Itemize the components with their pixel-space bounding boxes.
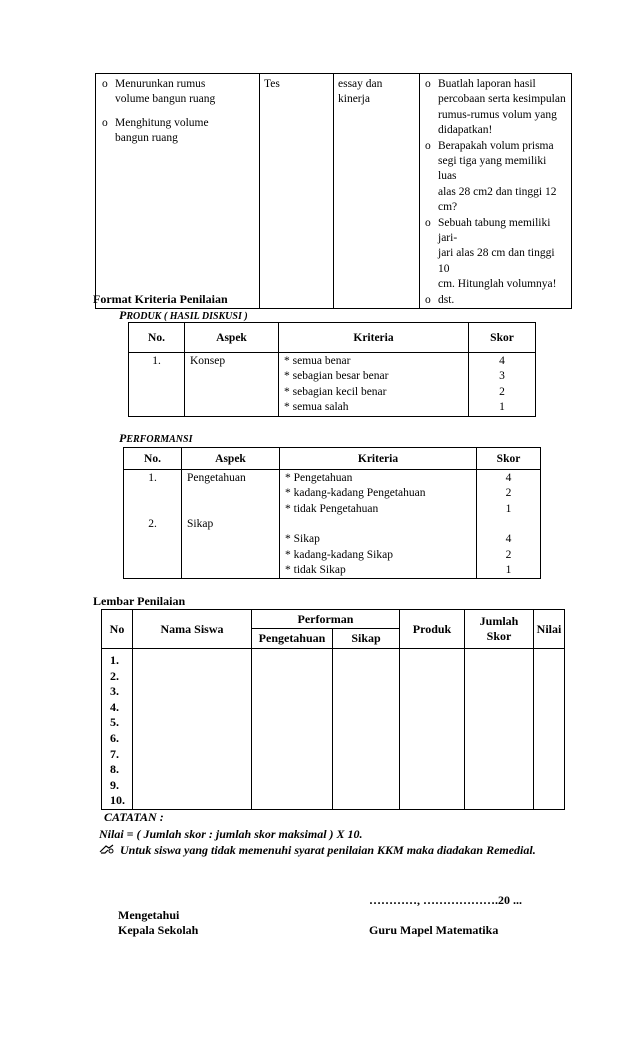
indicator-cell bbox=[96, 74, 260, 309]
writing-hand-icon bbox=[99, 843, 115, 855]
header-kriteria: Kriteria bbox=[279, 323, 469, 353]
format-title: Format Kriteria Penilaian bbox=[93, 292, 228, 306]
table-row: 1. 2. Pengetahuan Sikap * Pengetahuan * kadang-kadang Pengetahuan * tidak Pengetahuan * Sikap * kadang-kadang Sikap * tidak Sikap 4 2 1 4 2 1 bbox=[124, 470, 541, 579]
header-aspek: Aspek bbox=[185, 323, 279, 353]
question-item: o Berapakah volum prisma segi tiga yang memiliki luas alas 28 cm2 dan tinggi 12 cm? bbox=[425, 139, 557, 214]
nama-cell[interactable] bbox=[133, 649, 252, 810]
catatan-label: CATATAN : bbox=[104, 810, 164, 824]
sikap-cell[interactable] bbox=[333, 649, 400, 810]
produk-table bbox=[128, 322, 536, 417]
jumlah-cell[interactable] bbox=[465, 649, 534, 810]
header-skor: Skor bbox=[469, 323, 536, 353]
remedial-note: Untuk siswa yang tidak memenuhi syarat penilaian KKM maka diadakan Remedial. bbox=[120, 843, 536, 857]
form-cell: essay dan kinerja bbox=[334, 74, 420, 309]
lembar-title: Lembar Penilaian bbox=[93, 594, 186, 608]
technique-cell: Tes bbox=[260, 74, 334, 309]
indicator-item: o Menurunkan rumus volume bangun ruang bbox=[102, 78, 216, 106]
questions-cell bbox=[420, 74, 572, 309]
nilai-cell[interactable] bbox=[534, 649, 565, 810]
performansi-table: No. Aspek Kriteria Skor 1. 2. Pengetahuan Sikap * Pengetahuan * kadang-kadang Pengetahuan * tidak Pengetahuan * Sikap * kadang-kadang Sikap * tidak Sikap 4 2 1 4 2 1 bbox=[123, 447, 541, 579]
date-line: …………, ……………….20 ... bbox=[369, 893, 522, 907]
indicator-item: o Menghitung volume bangun ruang bbox=[102, 116, 209, 145]
guru-mapel-label: Guru Mapel Matematika bbox=[369, 923, 499, 937]
pengetahuan-cell[interactable] bbox=[252, 649, 333, 810]
produk-cell[interactable] bbox=[400, 649, 465, 810]
header-no: No. bbox=[129, 323, 185, 353]
table-row: 1. Konsep * semua benar * sebagian besar benar * sebagian kecil benar * semua salah 4 3 2 1 bbox=[129, 353, 536, 417]
mengetahui-label: Mengetahui bbox=[118, 908, 180, 922]
student-rows: 1. 2. 3. 4. 5. 6. 7. 8. 9. 10. bbox=[102, 649, 565, 810]
assessment-table bbox=[95, 73, 572, 309]
catatan-formula: Nilai = ( Jumlah skor : jumlah skor maksimal ) X 10. bbox=[99, 827, 363, 841]
question-item: o Sebuah tabung memiliki jari- jari alas 28 cm dan tinggi 10 cm. Hitunglah volumnya! bbox=[425, 216, 557, 291]
lembar-table: No Nama Siswa Performan Produk Jumlah Skor Nilai Pengetahuan Sikap 1. 2. 3. 4. 5. 6. 7. 8. 9. 10. bbox=[101, 609, 565, 810]
question-item: o dst. bbox=[425, 293, 455, 306]
kepala-sekolah-label: Kepala Sekolah bbox=[118, 923, 199, 937]
question-item: o Buatlah laporan hasil percobaan serta kesimpulan rumus-rumus volum yang didapatkan! bbox=[425, 78, 566, 137]
